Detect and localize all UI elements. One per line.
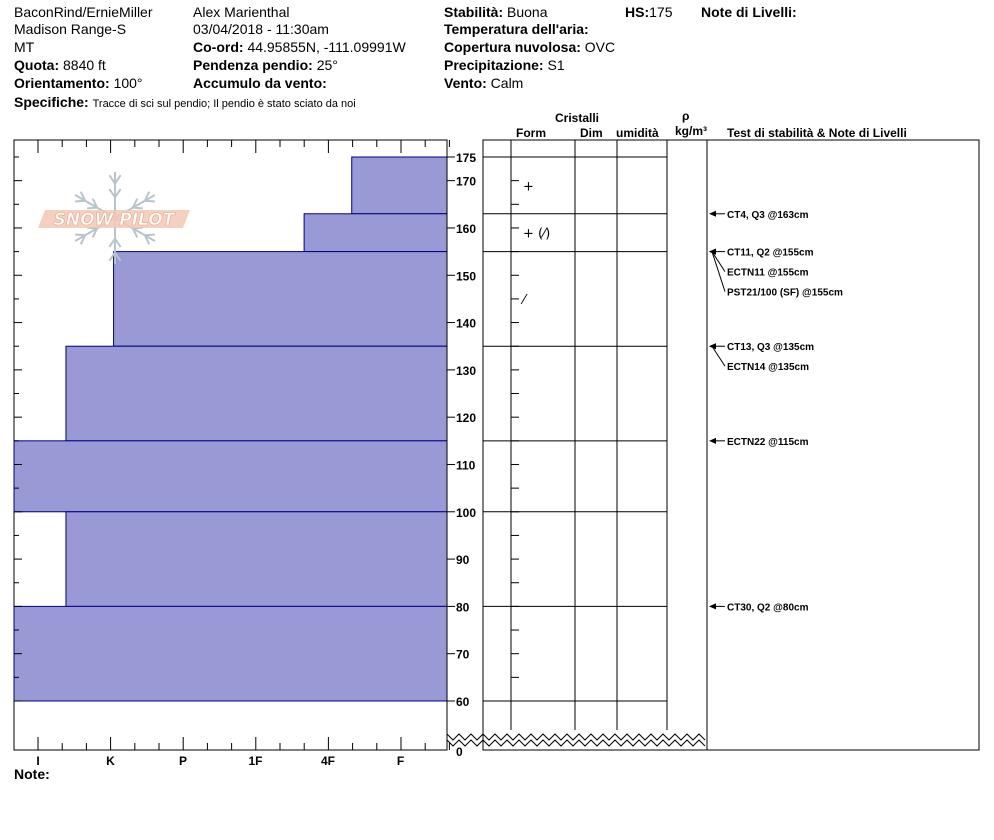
form-header: Form [516,126,546,140]
quota-label: Quota: [14,57,60,73]
hardness-label: F [396,754,405,768]
snow-layer [114,252,447,347]
stabilita-label: Stabilità: [444,4,504,20]
depth-tick-label: 130 [456,363,477,378]
coord-label: Co-ord: [193,39,244,55]
depth-tick-label: 120 [456,411,477,426]
test-label: CT4, Q3 @163cm [727,209,809,221]
depth-zero-label: 0 [456,745,463,759]
crystal-form-symbol: ⁄ [523,292,526,308]
pendenza-value: 25° [316,57,338,73]
quota-value: 8840 ft [63,57,106,73]
hs-value: 175 [649,4,673,20]
specifiche-label: Specifiche: [14,94,89,110]
test-label: PST21/100 (SF) @155cm [727,287,843,299]
hardness-label: I [36,754,40,768]
axis-break-zigzag [447,734,705,740]
snow-layer [14,606,447,701]
depth-axis [447,140,705,759]
test-label: CT13, Q3 @135cm [727,342,815,354]
axis-break-zigzag [447,740,705,746]
location-line-1: BaconRind/ErnieMiller [14,4,153,20]
copertura-label: Copertura nuvolosa: [444,39,581,55]
dim-header: Dim [580,126,603,140]
test-label: ECTN14 @135cm [727,362,810,374]
umidita-header: umidità [616,126,659,140]
crystal-and-tests-panel [483,140,979,750]
precipitazione-label: Precipitazione: [444,57,544,73]
vento-value: Calm [490,75,524,91]
orientamento-value: 100° [113,75,143,91]
hardness-label: 1F [248,754,263,768]
copertura-value: OVC [584,39,616,55]
hardness-label: P [178,754,188,768]
rho-unit-header: kg/m³ [675,124,708,138]
crystal-form-symbol: + (⁄) [523,226,551,242]
test-label: ECTN11 @155cm [727,267,809,279]
observation-datetime: 03/04/2018 - 11:30am [193,21,329,37]
hardness-label: K [106,754,115,768]
depth-tick-label: 160 [456,221,477,236]
snow-layer [66,346,447,441]
cristalli-header: Cristalli [555,111,600,125]
footer-note-label: Note: [14,766,50,782]
test-arrow-line [712,252,725,292]
snow-layer [352,157,447,214]
snow-layer [304,214,447,252]
depth-tick-label: 60 [456,695,470,709]
snowflake-branch [133,208,143,209]
depth-tick-label: 140 [456,316,477,331]
test-arrow-line [712,346,725,366]
snow-layer [14,441,447,512]
test-label: CT11, Q2 @155cm [727,247,814,259]
crystal-form-symbol: + [523,179,534,195]
test-arrow-line [712,252,725,272]
rho-header: ρ [682,109,690,123]
logo-text: SNOW PILOT [53,210,175,230]
depth-tick-label: 110 [456,458,476,473]
snow-layer [66,512,447,607]
stabilita-value: Buona [507,4,548,20]
observer-name: Alex Marienthal [193,4,290,20]
pendenza-label: Pendenza pendio: [193,57,313,73]
snowflake-branch [75,201,85,202]
temperatura-label: Temperatura dell'aria: [444,21,589,37]
depth-tick-label: 90 [456,553,470,568]
tests-header: Test di stabilità & Note di Livelli [727,126,907,140]
test-label: CT30, Q2 @80cm [727,602,809,614]
depth-tick-label: 100 [456,505,477,520]
snowflake-branch [75,234,85,235]
precipitazione-value: S1 [547,57,565,73]
specifiche-value: Tracce di sci sul pendio; Il pendio è stato sciato da noi [92,98,356,110]
depth-tick-label: 150 [456,269,477,284]
hs-label: HS: [625,4,650,20]
snowflake-branch [87,208,97,209]
hardness-label: 4F [320,754,336,768]
location-line-3: MT [14,39,35,55]
orientamento-label: Orientamento: [14,75,110,91]
vento-label: Vento: [444,75,487,91]
depth-tick-label: 170 [456,174,477,189]
snowflake-branch [145,234,155,235]
snowflake-branch [145,201,155,202]
note-livelli-label: Note di Livelli: [701,4,797,20]
depth-tick-label: 80 [456,600,470,615]
location-line-2: Madison Range-S [14,21,127,37]
test-label: ECTN22 @115cm [727,436,809,448]
coord-value: 44.95855N, -111.09991W [247,39,406,55]
depth-tick-label: 175 [456,151,477,165]
accumulo-label: Accumulo da vento: [193,75,327,91]
depth-tick-label: 70 [456,647,470,662]
